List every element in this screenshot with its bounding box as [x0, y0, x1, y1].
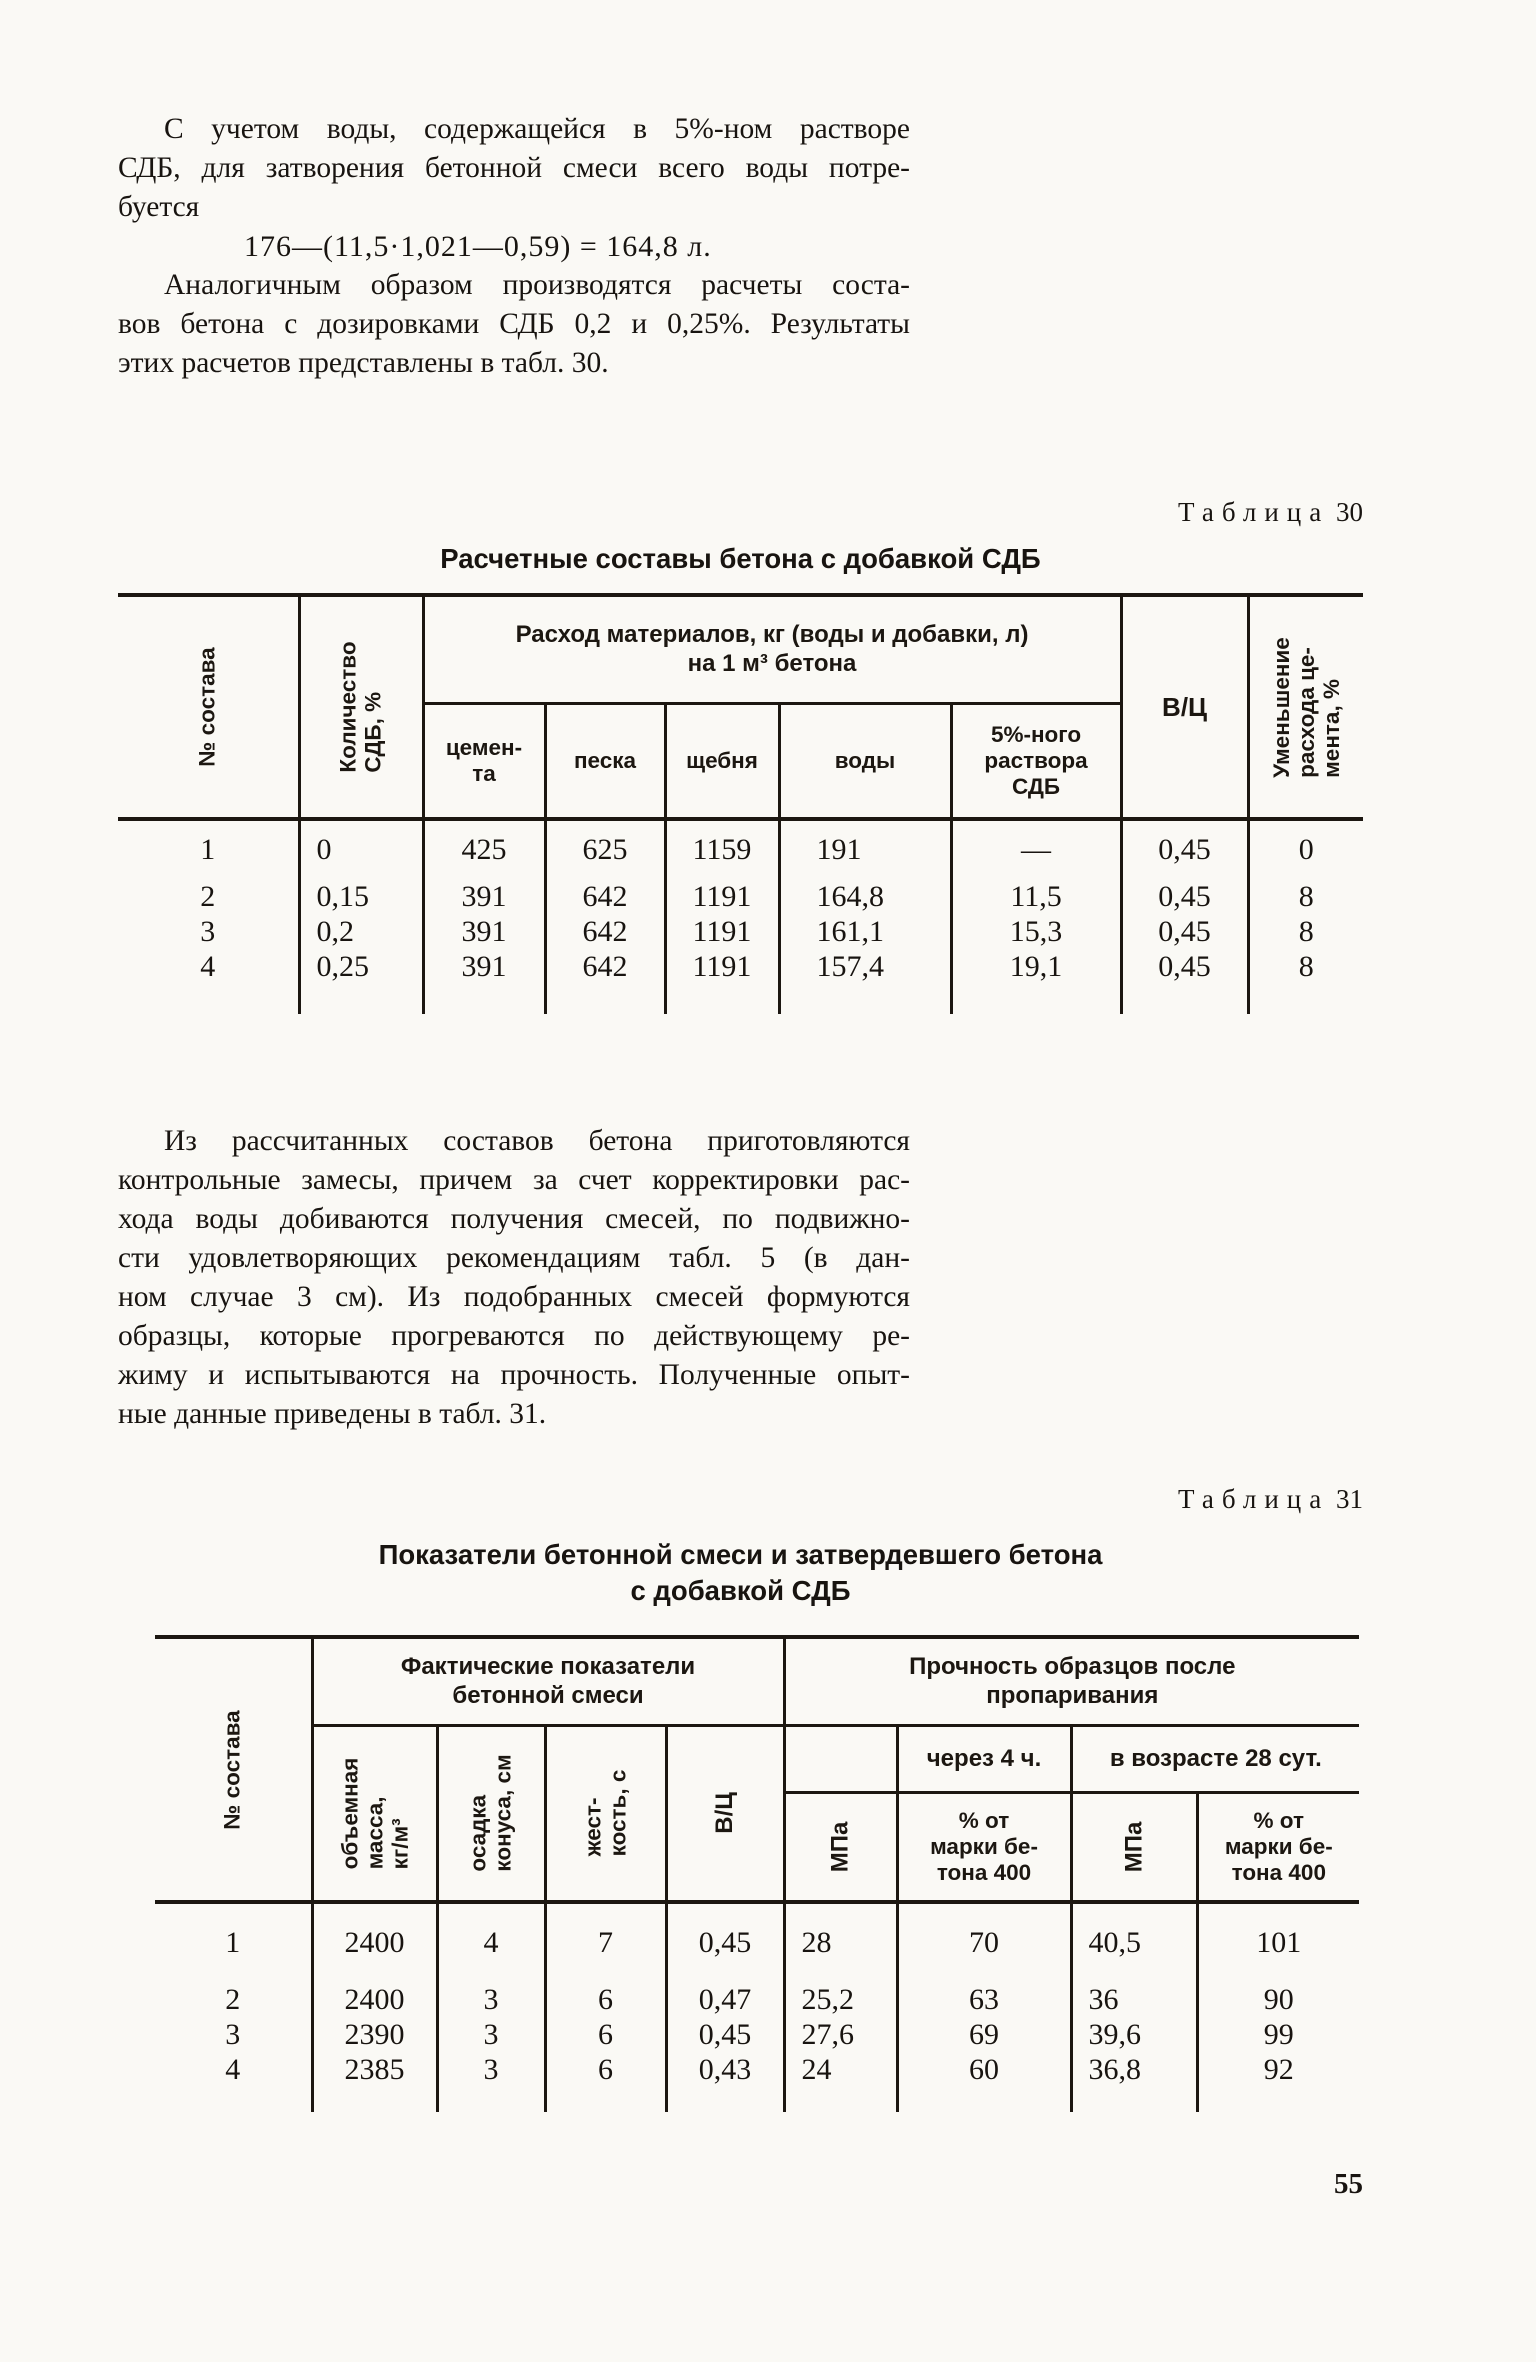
text-line: вов бетона с дозировками СДБ 0,2 и 0,25%. Результаты	[118, 308, 910, 340]
cell: 642	[545, 879, 665, 914]
table-row-filler	[155, 2087, 1359, 2112]
cell: 2	[118, 879, 299, 914]
label-line: осадка	[466, 1795, 491, 1872]
cell: 3	[118, 914, 299, 949]
text-line: контрольные замесы, причем за счет корректировки рас-	[118, 1164, 910, 1196]
text-line: буется	[118, 191, 200, 223]
cell: 24	[784, 2052, 897, 2087]
cell: 425	[423, 819, 545, 879]
table-row	[155, 1982, 1359, 2017]
page-number: 55	[1334, 2168, 1363, 2200]
label-line: жест-	[580, 1797, 606, 1857]
text-line: хода воды добиваются получения смесей, по подвижно-	[118, 1203, 910, 1235]
col-header-rastvor-sdb	[951, 703, 1121, 819]
cell: 1191	[665, 879, 779, 914]
cell: 27,6	[784, 2017, 897, 2052]
cell: 161,1	[779, 914, 951, 949]
label-line: кость, с	[605, 1769, 631, 1857]
spacer-cell	[784, 1725, 897, 1793]
table-row	[118, 819, 1363, 879]
cell: 3	[437, 1982, 545, 2017]
col-header-mpa-4h: МПа	[784, 1793, 897, 1902]
cell: 40,5	[1071, 1902, 1197, 1982]
cell: 15,3	[951, 914, 1121, 949]
text-line: сти удовлетворяющих рекомендациям табл. 5 (в дан-	[118, 1242, 910, 1274]
cell: 2	[155, 1982, 312, 2017]
title-line: Показатели бетонной смеси и затвердевшего бетона	[378, 1539, 1103, 1570]
cell: 39,6	[1071, 2017, 1197, 2052]
table31-label	[118, 1484, 1363, 1515]
cell: 2400	[312, 1982, 437, 2017]
cell: 90	[1263, 1982, 1294, 2016]
col-header-sostav: № состава	[118, 595, 299, 819]
cell: 92	[1263, 2052, 1294, 2086]
col-header-pct-4h	[897, 1793, 1071, 1902]
cell: 0,2	[299, 914, 423, 949]
label-line: 5%-ного	[990, 721, 1082, 747]
cell: 6	[545, 1982, 666, 2017]
label-line: расхода це-	[1293, 646, 1319, 778]
cell: 191	[779, 819, 951, 879]
table30-label-number: 30	[1336, 497, 1363, 527]
label-line: Фактические показатели	[400, 1653, 696, 1681]
cell: 99	[1263, 2017, 1294, 2051]
col-header-pct-28	[1197, 1793, 1359, 1902]
cell: 36,8	[1071, 2052, 1197, 2087]
formula: 176—(11,5·1,021—0,59) = 164,8 л.	[244, 230, 712, 263]
table-row	[118, 914, 1363, 949]
col-header-cement	[423, 703, 545, 819]
cell: 6	[545, 2052, 666, 2087]
cell: 0,45	[1121, 949, 1248, 984]
col-header-mpa-28: МПа	[1071, 1793, 1197, 1902]
col-header-voda: воды	[779, 703, 951, 819]
cell: 1159	[665, 819, 779, 879]
col-header-umenshenie	[1248, 595, 1363, 819]
cell: 3	[437, 2052, 545, 2087]
label-line: раствора	[984, 747, 1088, 773]
col-header-pesok: песка	[545, 703, 665, 819]
label-line: цемен-	[445, 734, 523, 760]
text-line: жиму и испытываются на прочность. Полученные опыт-	[118, 1359, 910, 1391]
cell: 101	[1197, 1902, 1359, 1982]
col-header-scheben: щебня	[665, 703, 779, 819]
cell: 25,2	[784, 1982, 897, 2017]
cell: 0,45	[1121, 819, 1248, 879]
col-header-vc: В/Ц	[1121, 595, 1248, 819]
table30-title: Расчетные составы бетона с добавкой СДБ	[440, 543, 1041, 574]
text-line: СДБ, для затворения бетонной смеси всего воды потре-	[118, 152, 910, 184]
cell: 4	[155, 2052, 312, 2087]
col-header-zhestkost	[545, 1725, 666, 1902]
text-line: С учетом воды, содержащейся в 5%-ном растворе	[164, 113, 910, 145]
col-header-sostav: № состава	[155, 1637, 312, 1902]
label-line: марки бе-	[930, 1834, 1038, 1860]
label-line: % от	[958, 1808, 1010, 1834]
cell: 0,45	[1121, 879, 1248, 914]
cell: —	[951, 819, 1121, 879]
table-row	[155, 2017, 1359, 2052]
cell: 0,45	[1121, 914, 1248, 949]
cell: 11,5	[951, 879, 1121, 914]
group-header-raskhod	[423, 595, 1121, 703]
label-line: на 1 м³ бетона	[687, 650, 857, 678]
table31-label-number: 31	[1336, 1484, 1363, 1514]
cell: 0,47	[666, 1982, 784, 2017]
table30-label-word: Таблица	[1178, 497, 1330, 527]
col-header-osadka	[437, 1725, 545, 1902]
subgroup-header-28sut: в возрасте 28 сут.	[1071, 1725, 1359, 1793]
cell: 164,8	[779, 879, 951, 914]
cell: 4	[118, 949, 299, 984]
label-line: Расход материалов, кг (воды и добавки, л)	[515, 621, 1029, 649]
cell: 7	[545, 1902, 666, 1982]
label-line: кг/м³	[387, 1818, 412, 1870]
cell: 19,1	[951, 949, 1121, 984]
label-line: конуса, см	[491, 1754, 516, 1872]
table-row	[155, 2052, 1359, 2087]
text-line: ном случае 3 см). Из подобранных смесей формуются	[118, 1281, 910, 1313]
cell: 642	[545, 949, 665, 984]
cell: 1	[155, 1902, 312, 1982]
text-line: Из рассчитанных составов бетона приготовляются	[164, 1125, 910, 1157]
text-line: ные данные приведены в табл. 31.	[118, 1398, 547, 1430]
label-line: СДБ, %	[361, 691, 387, 773]
table-row	[118, 879, 1363, 914]
label-line: объемная	[337, 1757, 362, 1870]
table-row-filler	[118, 984, 1363, 1014]
table31	[155, 1635, 1359, 2112]
cell: 2385	[312, 2052, 437, 2087]
table-row	[155, 1902, 1359, 1982]
subgroup-header-4h: через 4 ч.	[897, 1725, 1071, 1793]
cell: 28	[784, 1902, 897, 1982]
text-line: Аналогичным образом производятся расчеты соста-	[164, 269, 910, 301]
group-header-prochnost	[784, 1637, 1359, 1725]
cell: 60	[897, 2052, 1071, 2087]
label-line: % от	[1253, 1808, 1305, 1834]
col-header-vc: В/Ц	[666, 1725, 784, 1902]
cell: 0,43	[666, 2052, 784, 2087]
text-line: образцы, которые прогреваются по действующему ре-	[118, 1320, 910, 1352]
cell: 0,25	[299, 949, 423, 984]
label-line: мента, %	[1318, 678, 1344, 778]
table31-title	[118, 1537, 1363, 1609]
table31-label-word: Таблица	[1178, 1484, 1330, 1514]
cell: 1191	[665, 914, 779, 949]
col-header-kolichestvo-sdb	[299, 595, 423, 819]
label-line: Прочность образцов после	[909, 1653, 1236, 1681]
cell: 3	[155, 2017, 312, 2052]
cell: 8	[1298, 949, 1314, 983]
cell: 391	[423, 949, 545, 984]
cell: 36	[1071, 1982, 1197, 2017]
table30	[118, 593, 1363, 1014]
cell: 3	[437, 2017, 545, 2052]
label-line: Уменьшение	[1268, 636, 1294, 778]
table-row	[118, 949, 1363, 984]
label-line: бетонной смеси	[452, 1682, 644, 1710]
cell: 0,45	[666, 1902, 784, 1982]
paragraph-intro	[118, 110, 910, 383]
title-line: с добавкой СДБ	[630, 1575, 851, 1606]
label-line: масса,	[362, 1796, 387, 1870]
cell: 157,4	[779, 949, 951, 984]
label-line: та	[472, 760, 496, 786]
cell: 4	[437, 1902, 545, 1982]
cell: 0	[299, 819, 423, 879]
label-line: марки бе-	[1224, 1834, 1333, 1860]
cell: 8	[1298, 879, 1314, 913]
cell: 69	[897, 2017, 1071, 2052]
label-line: Количество	[336, 641, 362, 773]
cell: 0,45	[666, 2017, 784, 2052]
col-header-massa	[312, 1725, 437, 1902]
label-line: пропаривания	[986, 1682, 1159, 1710]
cell: 2400	[312, 1902, 437, 1982]
cell: 63	[897, 1982, 1071, 2017]
cell: 625	[545, 819, 665, 879]
cell: 0,15	[299, 879, 423, 914]
cell: 0	[1248, 819, 1363, 879]
paragraph-method	[118, 1122, 910, 1434]
cell: 1191	[665, 949, 779, 984]
label-line: СДБ	[1011, 773, 1061, 799]
cell: 2390	[312, 2017, 437, 2052]
cell: 642	[545, 914, 665, 949]
cell: 391	[423, 914, 545, 949]
cell: 1	[118, 819, 299, 879]
cell: 70	[897, 1902, 1071, 1982]
cell: 8	[1298, 914, 1314, 948]
label-line: тона 400	[936, 1860, 1032, 1886]
cell: 391	[423, 879, 545, 914]
label-line: тона 400	[1231, 1860, 1326, 1886]
cell: 6	[545, 2017, 666, 2052]
table30-label	[118, 497, 1363, 528]
group-header-fakticheskie	[312, 1637, 784, 1725]
text-line: этих расчетов представлены в табл. 30.	[118, 347, 609, 379]
